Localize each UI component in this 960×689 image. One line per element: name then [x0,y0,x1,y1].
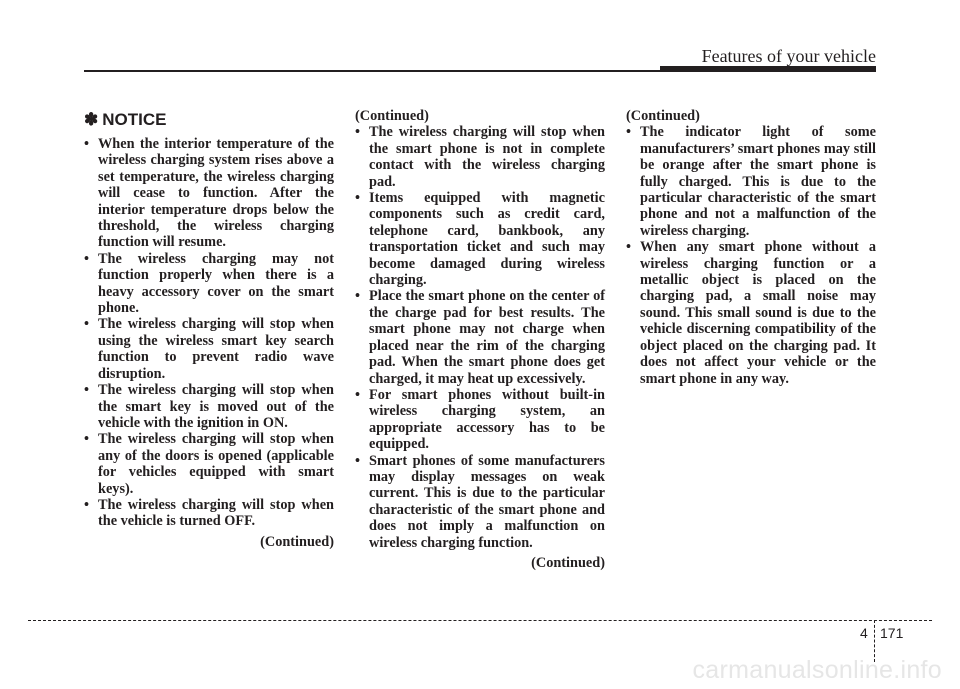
list-item [355,387,605,453]
section-title: Features of your vehicle [701,46,876,66]
list-item-text: The indicator light of some manufacturers’ smart phones may still be orange after the smart phone is fully charged. This is due to the particular characteristic of the smart phone and not a malfunction of the wireless charging. [640,124,876,239]
bullet-icon: • [84,431,90,448]
column-3 [626,108,876,387]
bullet-icon: • [355,452,361,469]
bullet-icon: • [84,496,90,513]
list-item-text: Smart phones of some manufacturers may display messages on weak current. This is due to the particular characteristic of the smart phone and does not imply a malfunction on wireless charging function. [369,452,605,551]
list-item [626,124,876,239]
list-item [355,288,605,386]
column-1 [84,108,334,550]
list-item-text: The wireless charging will stop when the smart key is moved out of the vehicle with the ignition in ON. [98,382,334,431]
list-item-text: When the interior temperature of the wireless charging system rises above a set temperature, the wireless charging will cease to function. After the interior temperature drops below the threshold, the wireless charging function will resume. [98,136,334,251]
list-item [84,251,334,317]
bullet-icon: • [626,124,632,141]
continued-label: (Continued) [531,554,605,571]
continued-header: (Continued) [626,108,700,124]
bullet-icon: • [355,124,361,141]
bullet-icon: • [355,190,361,207]
continued-label: (Continued) [260,533,334,550]
list-item [84,382,334,431]
bullet-icon: • [84,136,90,152]
notice-list-col1 [84,136,334,530]
footer-rule [28,620,932,621]
header-rule-accent [660,66,876,72]
list-item-text: The wireless charging will stop when the smart phone is not in complete contact with the wireless charging pad. [369,124,605,190]
notice-heading [84,110,334,130]
bullet-icon: • [355,386,361,403]
bullet-icon: • [84,250,90,267]
list-item [355,124,605,190]
page-number: 171 [880,625,904,641]
bullet-icon: • [84,316,90,333]
continued-header: (Continued) [355,108,429,124]
list-item-text: Place the smart phone on the center of the charge pad for best results. The smart phone may not charge when placed near the rim of the charging pad. When the smart phone does get charged, it may heat up excessively. [369,288,605,387]
list-item-text: The wireless charging will stop when the vehicle is turned OFF. [98,496,334,530]
list-item [84,136,334,251]
chapter-number: 4 [860,625,868,641]
list-item-text: The wireless charging may not function properly when there is a heavy accessory cover on the smart phone. [98,250,334,317]
list-item-text: Items equipped with magnetic components such as credit card, telephone card, bankbook, any transportation ticket and such may become damaged during wireless charging. [369,190,605,289]
list-item [626,239,876,387]
watermark-text: carmanualsonline.info [692,656,942,684]
notice-list-col3 [626,124,876,387]
list-item [84,316,334,382]
list-item [355,190,605,288]
notice-title: NOTICE [102,110,167,129]
bullet-icon: • [355,288,361,305]
column-2 [355,108,605,571]
notice-list-col2 [355,124,605,551]
list-item-text: When any smart phone without a wireless charging function or a metallic object is placed on the charging pad, a small noise may sound. This small sound is due to the vehicle discerning compatibility of the object placed on the charging pad. It does not affect your vehicle or the smart phone in any way. [640,239,876,387]
bullet-icon: • [84,382,90,399]
list-item [84,497,334,530]
notice-symbol-icon: ✽ [84,110,99,129]
bullet-icon: • [626,239,632,256]
list-item [84,431,334,497]
list-item-text: For smart phones without built-in wireless charging system, an appropriate accessory has to be equipped. [369,386,605,453]
list-item-text: The wireless charging will stop when any of the doors is opened (applicable for vehicles equipped with smart keys). [98,431,334,497]
list-item-text: The wireless charging will stop when using the wireless smart key search function to prevent radio wave disruption. [98,316,334,382]
list-item [355,453,605,551]
